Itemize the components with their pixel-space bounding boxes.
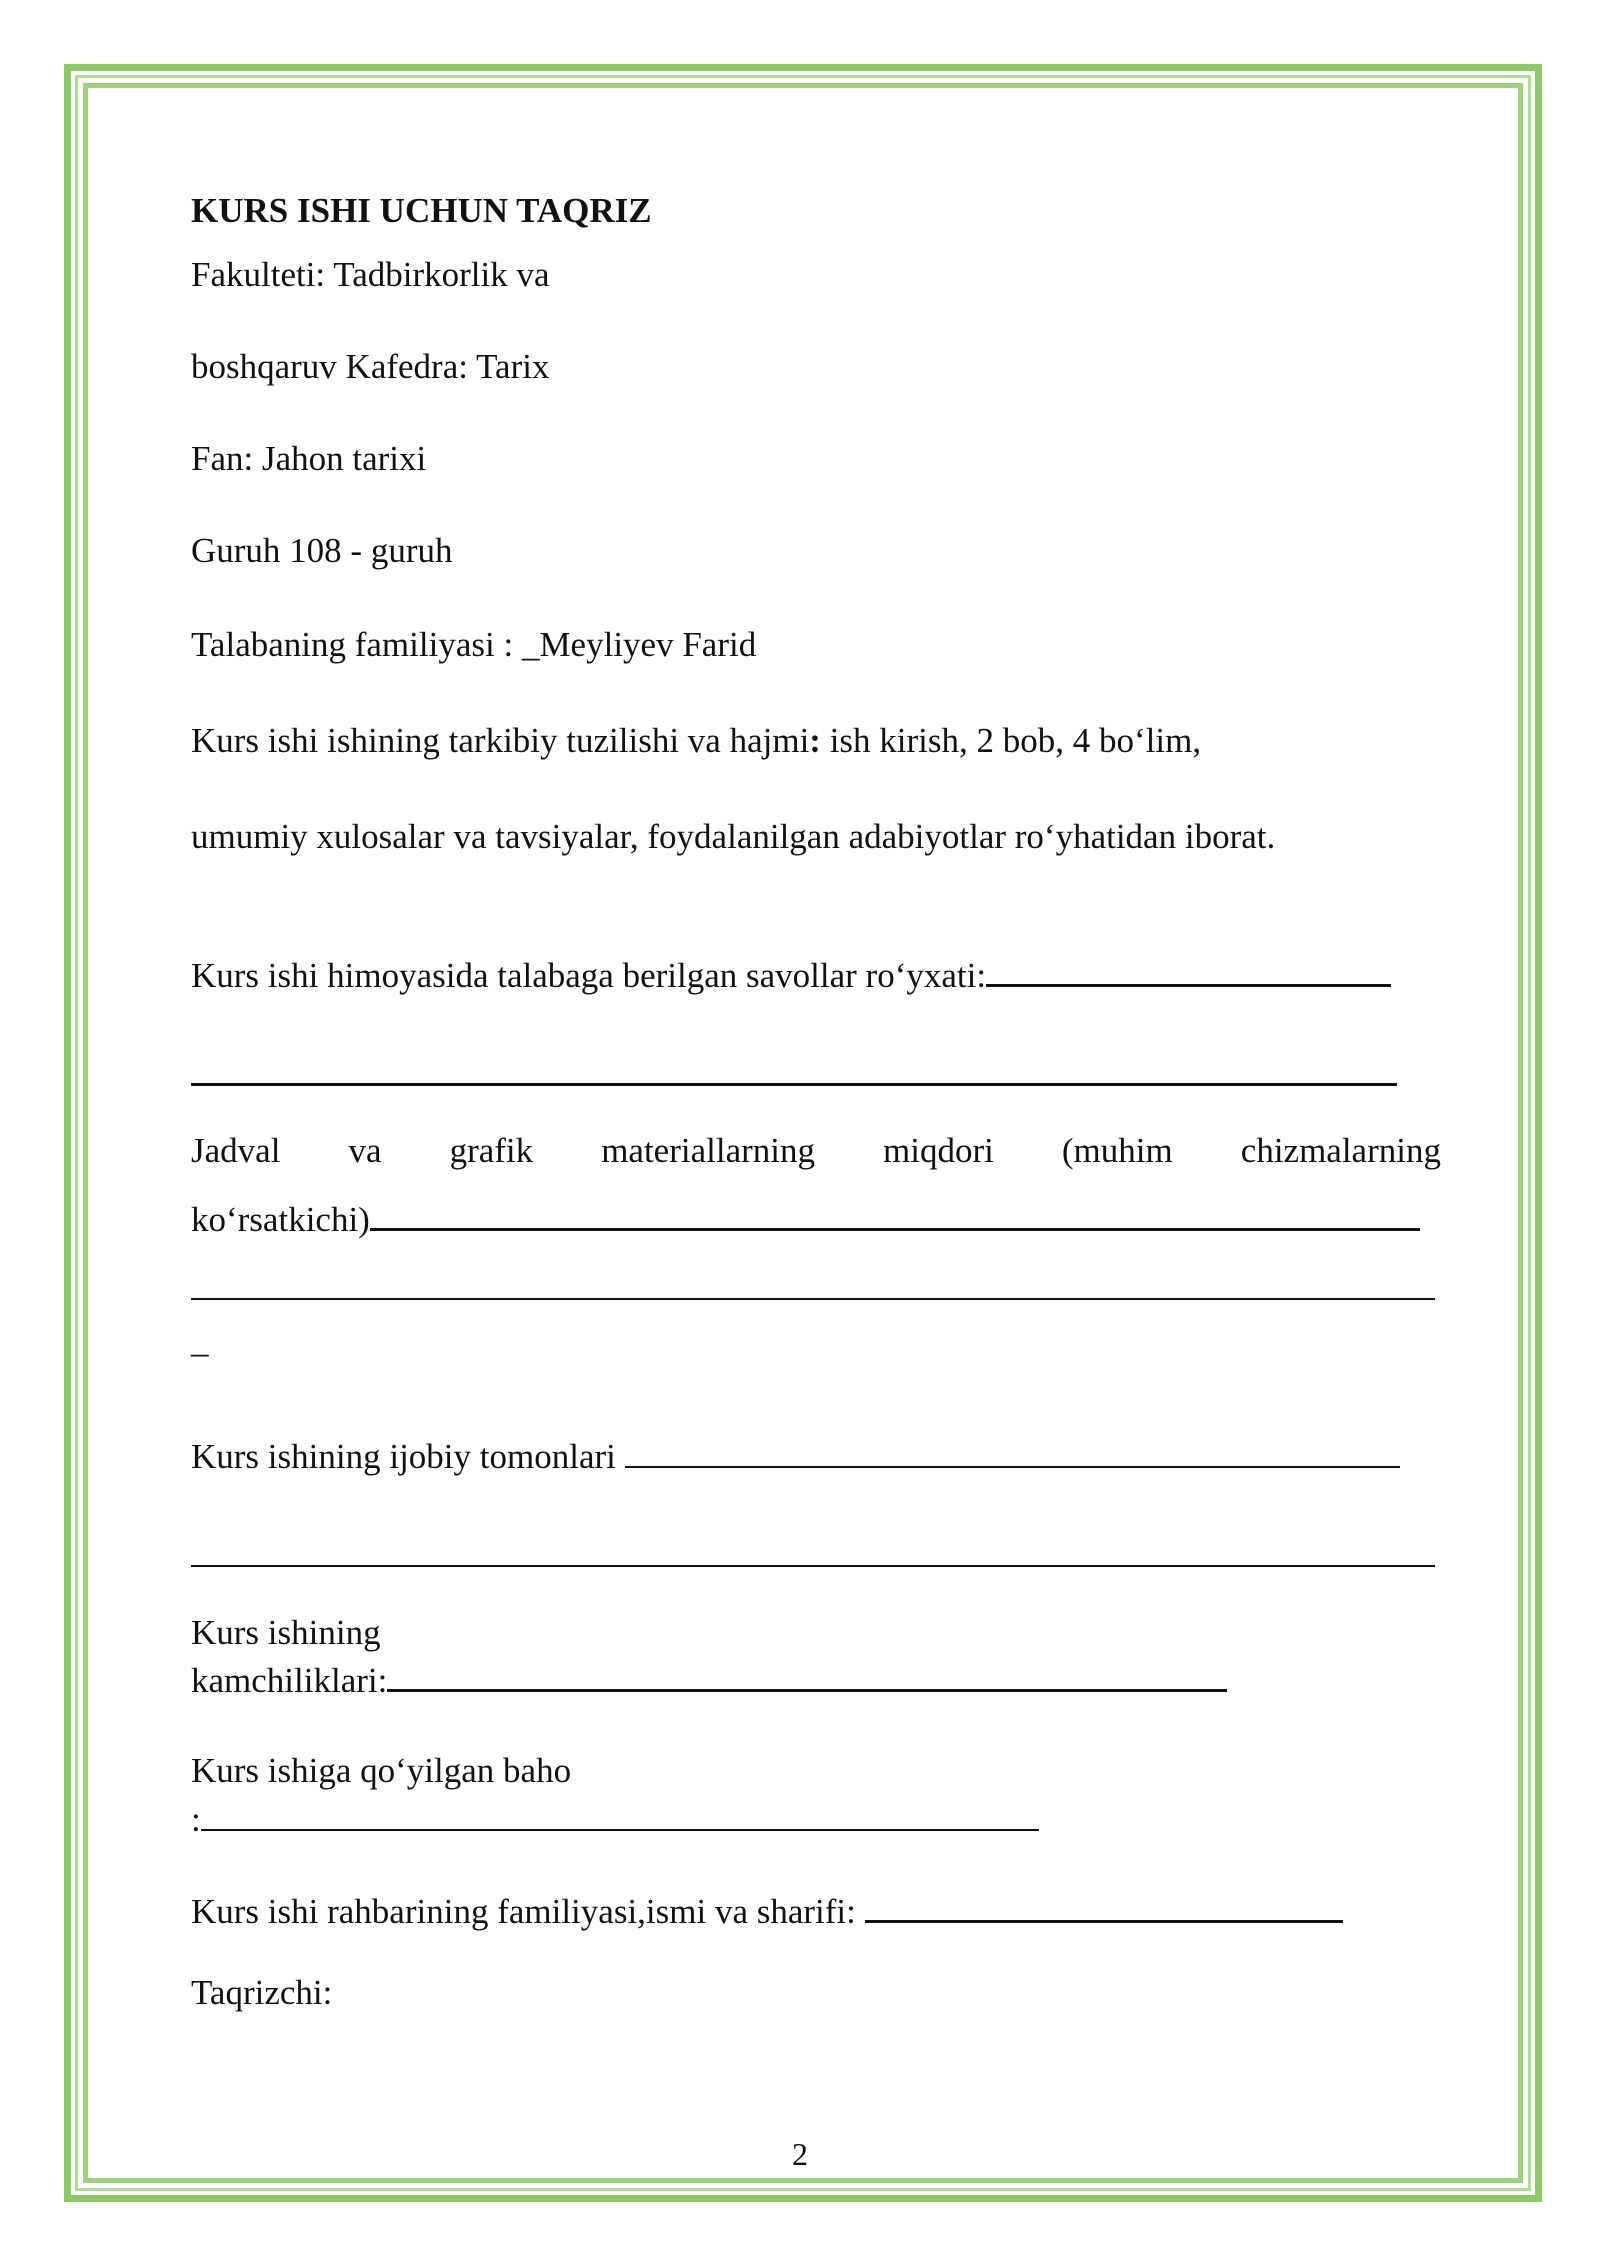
tarkib-continuation: umumiy xulosalar va tavsiyalar, foydalanilgan adabiyotlar ro‘yhatidan iborat. xyxy=(191,817,1276,856)
kamchilik-line xyxy=(191,1655,1227,1702)
rahbar-label: Kurs ishi rahbarining familiyasi,ismi va sharifi: xyxy=(191,1892,865,1931)
tarkib-value: ish kirish, 2 bob, 4 bo‘lim, xyxy=(820,721,1202,760)
jadval-word: va xyxy=(348,1131,382,1170)
ijobiy-line xyxy=(191,1432,1400,1478)
ijobiy-blank-line-2[interactable] xyxy=(191,1565,1435,1567)
jadval-continuation xyxy=(191,1194,1420,1241)
baho-label-1: Kurs ishiga qo‘yilgan baho xyxy=(191,1751,572,1790)
baho-line xyxy=(191,1795,1039,1841)
fan-line: Fan: Jahon tarixi xyxy=(191,439,427,478)
taqrizchi-label: Taqrizchi: xyxy=(191,1973,333,2012)
jadval-word: Jadval xyxy=(191,1131,281,1170)
page-number: 2 xyxy=(792,2136,808,2172)
jadval-cont-label: ko‘rsatkichi) xyxy=(191,1200,370,1239)
fakultet-line: Fakulteti: Tadbirkorlik va xyxy=(191,255,550,294)
talaba-line xyxy=(191,624,756,666)
tarkib-label: Kurs ishi ishining tarkibiy tuzilishi va hajmi xyxy=(191,721,810,760)
talaba-value: _Meyliyev Farid xyxy=(521,625,757,664)
jadval-word: materiallarning xyxy=(601,1131,815,1170)
jadval-word: (muhim xyxy=(1061,1131,1173,1170)
jadval-dash: _ xyxy=(191,1321,209,1360)
savollar-label: Kurs ishi himoyasida talabaga berilgan savollar ro‘yxati: xyxy=(191,956,987,995)
savollar-line xyxy=(191,950,1391,997)
rahbar-blank[interactable] xyxy=(865,1886,1343,1923)
document-title: KURS ISHI UCHUN TAQRIZ xyxy=(191,191,652,230)
savollar-blank-line-2[interactable] xyxy=(191,1083,1397,1086)
jadval-word: grafik xyxy=(449,1131,534,1170)
ijobiy-blank[interactable] xyxy=(625,1432,1400,1468)
savollar-blank[interactable] xyxy=(986,950,1391,987)
kamchilik-blank[interactable] xyxy=(387,1655,1227,1692)
baho-label-2: : xyxy=(191,1800,201,1839)
jadval-blank[interactable] xyxy=(370,1194,1420,1231)
ijobiy-label: Kurs ishining ijobiy tomonlari xyxy=(191,1437,625,1476)
kamchilik-label-2: kamchiliklari: xyxy=(191,1661,388,1700)
kamchilik-label-1: Kurs ishining xyxy=(191,1613,381,1652)
jadval-line xyxy=(191,1130,1441,1172)
tarkib-line xyxy=(191,720,1201,762)
talaba-label: Talabaning familiyasi : xyxy=(191,625,522,664)
rahbar-line xyxy=(191,1886,1343,1933)
jadval-word: miqdori xyxy=(883,1131,994,1170)
jadval-word: chizmalarning xyxy=(1240,1131,1441,1170)
tarkib-colon: : xyxy=(809,721,821,760)
kafedra-line: boshqaruv Kafedra: Tarix xyxy=(191,347,550,386)
guruh-line: Guruh 108 - guruh xyxy=(191,531,453,570)
baho-blank[interactable] xyxy=(201,1795,1039,1831)
jadval-blank-line-2[interactable] xyxy=(191,1298,1435,1300)
